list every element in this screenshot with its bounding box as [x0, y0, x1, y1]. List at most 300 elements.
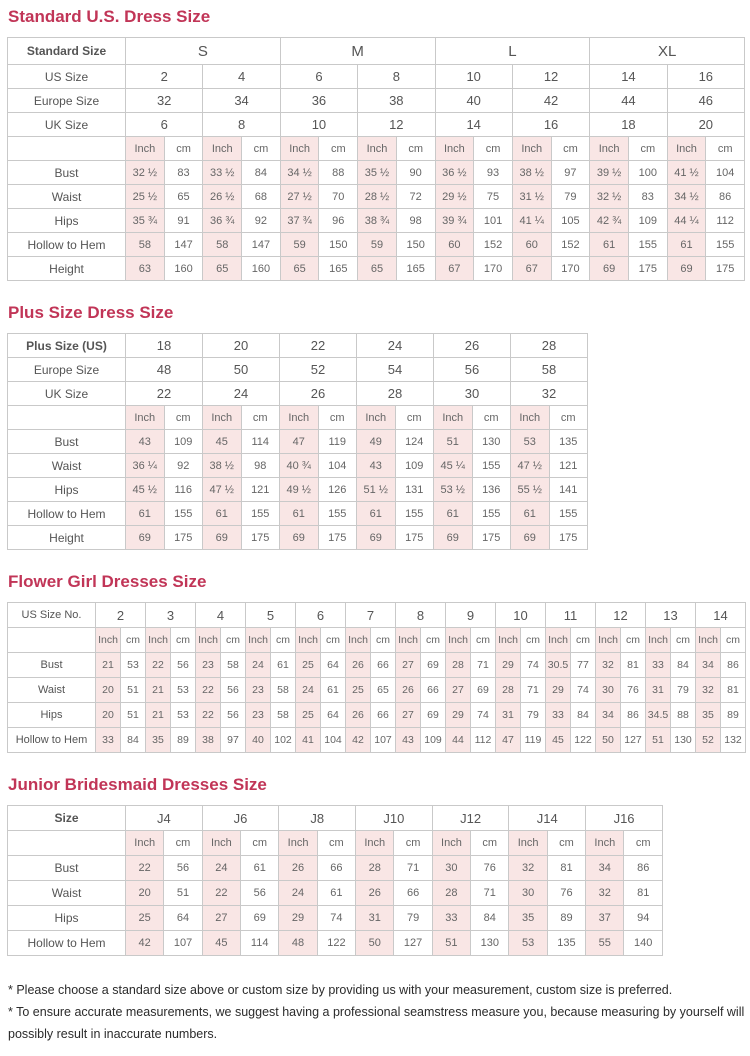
unit-inch-cell: Inch: [296, 628, 321, 653]
inch-value-cell: 28: [446, 653, 471, 678]
unit-inch-cell: Inch: [667, 137, 706, 161]
size-header-cell: 50: [203, 358, 280, 382]
size-header-cell: 13: [646, 603, 696, 628]
unit-cm-cell: cm: [317, 831, 355, 856]
inch-value-cell: 27: [396, 653, 421, 678]
row-label: Hollow to Hem: [8, 502, 126, 526]
unit-cm-cell: cm: [164, 137, 203, 161]
size-header-cell: J8: [279, 806, 356, 831]
cm-value-cell: 65: [371, 678, 396, 703]
measurement-row: [8, 881, 663, 906]
inch-value-cell: 69: [280, 526, 319, 550]
table-header-row: [8, 89, 745, 113]
unit-inch-cell: Inch: [356, 831, 394, 856]
row-label: Bust: [8, 161, 126, 185]
unit-cm-cell: cm: [621, 628, 646, 653]
unit-cm-cell: cm: [241, 406, 280, 430]
inch-value-cell: 53: [511, 430, 550, 454]
inch-value-cell: 69: [667, 257, 706, 281]
row-label: Hips: [8, 703, 96, 728]
unit-inch-cell: Inch: [596, 628, 621, 653]
cm-value-cell: 104: [321, 728, 346, 753]
cm-value-cell: 107: [164, 931, 202, 956]
inch-value-cell: 35: [696, 703, 721, 728]
size-header-cell: 56: [434, 358, 511, 382]
inch-value-cell: 26: [279, 856, 317, 881]
unit-cm-cell: cm: [395, 406, 434, 430]
inch-value-cell: 26: [396, 678, 421, 703]
unit-cm-cell: cm: [319, 137, 358, 161]
size-header-cell: 4: [203, 65, 280, 89]
size-header-cell: S: [126, 38, 281, 65]
inch-value-cell: 31: [356, 906, 394, 931]
cm-value-cell: 126: [318, 478, 357, 502]
inch-value-cell: 45: [546, 728, 571, 753]
cm-value-cell: 69: [421, 653, 446, 678]
inch-value-cell: 51 ½: [357, 478, 396, 502]
inch-value-cell: 53 ½: [434, 478, 473, 502]
row-label-empty: [8, 406, 126, 430]
size-header-cell: J10: [356, 806, 433, 831]
row-label: US Size No.: [8, 603, 96, 628]
cm-value-cell: 112: [471, 728, 496, 753]
unit-header-row: [8, 831, 663, 856]
unit-inch-cell: Inch: [396, 628, 421, 653]
cm-value-cell: 66: [421, 678, 446, 703]
cm-value-cell: 165: [396, 257, 435, 281]
unit-cm-cell: cm: [394, 831, 432, 856]
measurement-row: [8, 856, 663, 881]
inch-value-cell: 41 ½: [667, 161, 706, 185]
unit-header-row: [8, 628, 746, 653]
row-label: Plus Size (US): [8, 334, 126, 358]
cm-value-cell: 175: [706, 257, 745, 281]
size-header-cell: 9: [446, 603, 496, 628]
unit-cm-cell: cm: [472, 406, 511, 430]
inch-value-cell: 33: [546, 703, 571, 728]
measurement-row: [8, 728, 746, 753]
cm-value-cell: 91: [164, 209, 203, 233]
inch-value-cell: 58: [203, 233, 242, 257]
unit-cm-cell: cm: [471, 628, 496, 653]
size-header-cell: 12: [596, 603, 646, 628]
row-label: Waist: [8, 881, 126, 906]
size-header-cell: 48: [126, 358, 203, 382]
cm-value-cell: 175: [318, 526, 357, 550]
inch-value-cell: 45 ¼: [434, 454, 473, 478]
size-header-cell: 20: [203, 334, 280, 358]
inch-value-cell: 30.5: [546, 653, 571, 678]
cm-value-cell: 155: [706, 233, 745, 257]
row-label: Hollow to Hem: [8, 233, 126, 257]
size-header-cell: 7: [346, 603, 396, 628]
cm-value-cell: 83: [628, 185, 667, 209]
cm-value-cell: 86: [721, 653, 746, 678]
cm-value-cell: 64: [164, 906, 202, 931]
cm-value-cell: 56: [171, 653, 196, 678]
measurement-row: [8, 703, 746, 728]
unit-inch-cell: Inch: [358, 137, 397, 161]
inch-value-cell: 65: [280, 257, 319, 281]
unit-cm-cell: cm: [121, 628, 146, 653]
inch-value-cell: 33: [432, 906, 470, 931]
footnotes: [8, 980, 750, 1046]
unit-inch-cell: Inch: [146, 628, 171, 653]
inch-value-cell: 32: [596, 653, 621, 678]
row-label: Waist: [8, 678, 96, 703]
cm-value-cell: 114: [241, 931, 279, 956]
row-label: US Size: [8, 65, 126, 89]
unit-inch-cell: Inch: [432, 831, 470, 856]
inch-value-cell: 38: [196, 728, 221, 753]
inch-value-cell: 35: [509, 906, 547, 931]
row-label: Hollow to Hem: [8, 931, 126, 956]
unit-inch-cell: Inch: [202, 831, 240, 856]
unit-inch-cell: Inch: [126, 831, 164, 856]
size-header-cell: 32: [511, 382, 588, 406]
inch-value-cell: 34: [596, 703, 621, 728]
inch-value-cell: 43: [126, 430, 165, 454]
cm-value-cell: 84: [242, 161, 281, 185]
cm-value-cell: 109: [395, 454, 434, 478]
size-header-cell: 10: [496, 603, 546, 628]
inch-value-cell: 55 ½: [511, 478, 550, 502]
size-header-cell: 14: [435, 113, 512, 137]
size-header-cell: 5: [246, 603, 296, 628]
unit-cm-cell: cm: [549, 406, 588, 430]
unit-cm-cell: cm: [371, 628, 396, 653]
inch-value-cell: 36 ½: [435, 161, 474, 185]
inch-value-cell: 28: [432, 881, 470, 906]
inch-value-cell: 48: [279, 931, 317, 956]
cm-value-cell: 152: [551, 233, 590, 257]
cm-value-cell: 74: [571, 678, 596, 703]
measurement-row: [8, 502, 588, 526]
cm-value-cell: 101: [474, 209, 513, 233]
inch-value-cell: 49 ½: [280, 478, 319, 502]
inch-value-cell: 26: [356, 881, 394, 906]
row-label: Height: [8, 526, 126, 550]
inch-value-cell: 50: [596, 728, 621, 753]
unit-cm-cell: cm: [271, 628, 296, 653]
inch-value-cell: 20: [126, 881, 164, 906]
unit-inch-cell: Inch: [126, 406, 165, 430]
cm-value-cell: 66: [394, 881, 432, 906]
size-header-cell: 20: [667, 113, 744, 137]
cm-value-cell: 150: [396, 233, 435, 257]
inch-value-cell: 24: [246, 653, 271, 678]
inch-value-cell: 59: [358, 233, 397, 257]
cm-value-cell: 175: [472, 526, 511, 550]
cm-value-cell: 150: [319, 233, 358, 257]
cm-value-cell: 56: [221, 703, 246, 728]
cm-value-cell: 81: [621, 653, 646, 678]
inch-value-cell: 47: [280, 430, 319, 454]
row-label: Bust: [8, 430, 126, 454]
inch-value-cell: 53: [509, 931, 547, 956]
row-label: Europe Size: [8, 89, 126, 113]
unit-cm-cell: cm: [242, 137, 281, 161]
size-header-cell: 16: [512, 113, 589, 137]
cm-value-cell: 51: [164, 881, 202, 906]
size-header-cell: 14: [590, 65, 667, 89]
size-header-cell: 34: [203, 89, 280, 113]
inch-value-cell: 55: [586, 931, 624, 956]
cm-value-cell: 155: [241, 502, 280, 526]
section-standard-size: [7, 7, 746, 281]
inch-value-cell: 34: [696, 653, 721, 678]
inch-value-cell: 61: [667, 233, 706, 257]
inch-value-cell: 61: [280, 502, 319, 526]
inch-value-cell: 33: [646, 653, 671, 678]
inch-value-cell: 42: [346, 728, 371, 753]
inch-value-cell: 24: [279, 881, 317, 906]
cm-value-cell: 122: [571, 728, 596, 753]
cm-value-cell: 170: [551, 257, 590, 281]
inch-value-cell: 32: [509, 856, 547, 881]
cm-value-cell: 121: [549, 454, 588, 478]
unit-cm-cell: cm: [164, 831, 202, 856]
cm-value-cell: 71: [471, 881, 509, 906]
row-label: Hollow to Hem: [8, 728, 96, 753]
cm-value-cell: 92: [242, 209, 281, 233]
inch-value-cell: 36 ¼: [126, 454, 165, 478]
inch-value-cell: 50: [356, 931, 394, 956]
cm-value-cell: 160: [164, 257, 203, 281]
unit-inch-cell: Inch: [512, 137, 551, 161]
footnote-custom-size: * Please choose a standard size above or custom size by providing us with your measurement, custom size is preferred.: [8, 983, 673, 997]
inch-value-cell: 61: [434, 502, 473, 526]
inch-value-cell: 22: [146, 653, 171, 678]
cm-value-cell: 155: [472, 502, 511, 526]
cm-value-cell: 65: [164, 185, 203, 209]
unit-cm-cell: cm: [171, 628, 196, 653]
size-header-cell: 2: [96, 603, 146, 628]
cm-value-cell: 122: [317, 931, 355, 956]
inch-value-cell: 25: [346, 678, 371, 703]
measurement-row: [8, 653, 746, 678]
footnote-seamstress: * To ensure accurate measurements, we suggest having a professional seamstress measure you, because measuring by yourself will possibly result in inaccurate numbers.: [8, 1004, 745, 1041]
cm-value-cell: 53: [121, 653, 146, 678]
inch-value-cell: 23: [246, 678, 271, 703]
inch-value-cell: 65: [358, 257, 397, 281]
cm-value-cell: 51: [121, 678, 146, 703]
row-label: Height: [8, 257, 126, 281]
cm-value-cell: 71: [471, 653, 496, 678]
inch-value-cell: 28 ½: [358, 185, 397, 209]
size-header-cell: 26: [280, 382, 357, 406]
table-header-row: [8, 334, 588, 358]
size-header-cell: 10: [280, 113, 357, 137]
section-title-plus: Plus Size Dress Size: [8, 303, 174, 322]
size-header-cell: 18: [590, 113, 667, 137]
cm-value-cell: 107: [371, 728, 396, 753]
inch-value-cell: 23: [246, 703, 271, 728]
inch-value-cell: 21: [96, 653, 121, 678]
inch-value-cell: 25: [296, 653, 321, 678]
inch-value-cell: 22: [202, 881, 240, 906]
size-header-cell: 36: [280, 89, 357, 113]
cm-value-cell: 109: [164, 430, 203, 454]
size-header-cell: 24: [203, 382, 280, 406]
cm-value-cell: 155: [164, 502, 203, 526]
inch-value-cell: 34.5: [646, 703, 671, 728]
unit-cm-cell: cm: [571, 628, 596, 653]
inch-value-cell: 44 ¼: [667, 209, 706, 233]
size-header-cell: 24: [357, 334, 434, 358]
unit-inch-cell: Inch: [446, 628, 471, 653]
cm-value-cell: 76: [471, 856, 509, 881]
unit-cm-cell: cm: [551, 137, 590, 161]
size-header-cell: 16: [667, 65, 744, 89]
inch-value-cell: 25: [126, 906, 164, 931]
cm-value-cell: 81: [547, 856, 585, 881]
inch-value-cell: 35 ½: [358, 161, 397, 185]
size-header-cell: J16: [586, 806, 663, 831]
row-label: UK Size: [8, 113, 126, 137]
inch-value-cell: 34 ½: [280, 161, 319, 185]
row-label: Bust: [8, 856, 126, 881]
inch-value-cell: 40 ¾: [280, 454, 319, 478]
cm-value-cell: 61: [317, 881, 355, 906]
row-label-empty: [8, 628, 96, 653]
cm-value-cell: 140: [624, 931, 663, 956]
cm-value-cell: 100: [628, 161, 667, 185]
inch-value-cell: 29: [546, 678, 571, 703]
section-junior-bridesmaid: [7, 775, 746, 956]
cm-value-cell: 147: [164, 233, 203, 257]
measurement-row: [8, 233, 745, 257]
section-flower-girl: [7, 572, 746, 753]
size-header-cell: 14: [696, 603, 746, 628]
inch-value-cell: 51: [432, 931, 470, 956]
cm-value-cell: 160: [242, 257, 281, 281]
measurement-row: [8, 257, 745, 281]
cm-value-cell: 96: [319, 209, 358, 233]
inch-value-cell: 69: [203, 526, 242, 550]
inch-value-cell: 51: [646, 728, 671, 753]
cm-value-cell: 93: [474, 161, 513, 185]
inch-value-cell: 37: [586, 906, 624, 931]
cm-value-cell: 66: [371, 703, 396, 728]
cm-value-cell: 84: [471, 906, 509, 931]
unit-inch-cell: Inch: [586, 831, 624, 856]
cm-value-cell: 70: [319, 185, 358, 209]
inch-value-cell: 45: [203, 430, 242, 454]
measurement-row: [8, 161, 745, 185]
inch-value-cell: 29: [279, 906, 317, 931]
inch-value-cell: 61: [357, 502, 396, 526]
cm-value-cell: 175: [628, 257, 667, 281]
size-header-cell: 22: [280, 334, 357, 358]
inch-value-cell: 61: [126, 502, 165, 526]
measurement-row: [8, 931, 663, 956]
inch-value-cell: 31: [646, 678, 671, 703]
unit-cm-cell: cm: [671, 628, 696, 653]
cm-value-cell: 56: [221, 678, 246, 703]
cm-value-cell: 84: [121, 728, 146, 753]
size-header-cell: 26: [434, 334, 511, 358]
cm-value-cell: 105: [551, 209, 590, 233]
row-label: Waist: [8, 185, 126, 209]
size-header-cell: J4: [126, 806, 203, 831]
cm-value-cell: 81: [624, 881, 663, 906]
size-header-cell: 6: [296, 603, 346, 628]
cm-value-cell: 76: [621, 678, 646, 703]
cm-value-cell: 131: [395, 478, 434, 502]
inch-value-cell: 45: [202, 931, 240, 956]
inch-value-cell: 47 ½: [203, 478, 242, 502]
unit-inch-cell: Inch: [590, 137, 629, 161]
inch-value-cell: 69: [434, 526, 473, 550]
cm-value-cell: 155: [318, 502, 357, 526]
cm-value-cell: 175: [241, 526, 280, 550]
cm-value-cell: 130: [472, 430, 511, 454]
cm-value-cell: 68: [242, 185, 281, 209]
cm-value-cell: 74: [471, 703, 496, 728]
unit-cm-cell: cm: [396, 137, 435, 161]
row-label: Europe Size: [8, 358, 126, 382]
unit-cm-cell: cm: [628, 137, 667, 161]
inch-value-cell: 29: [446, 703, 471, 728]
size-header-cell: 6: [280, 65, 357, 89]
cm-value-cell: 61: [271, 653, 296, 678]
inch-value-cell: 69: [511, 526, 550, 550]
cm-value-cell: 170: [474, 257, 513, 281]
standard-size-table: [7, 37, 745, 281]
row-label: Hips: [8, 209, 126, 233]
size-header-cell: 28: [511, 334, 588, 358]
cm-value-cell: 79: [521, 703, 546, 728]
cm-value-cell: 165: [319, 257, 358, 281]
cm-value-cell: 97: [551, 161, 590, 185]
inch-value-cell: 34: [586, 856, 624, 881]
inch-value-cell: 65: [203, 257, 242, 281]
size-header-cell: 42: [512, 89, 589, 113]
table-header-row: [8, 358, 588, 382]
cm-value-cell: 114: [241, 430, 280, 454]
inch-value-cell: 42: [126, 931, 164, 956]
unit-cm-cell: cm: [221, 628, 246, 653]
cm-value-cell: 79: [394, 906, 432, 931]
inch-value-cell: 63: [126, 257, 165, 281]
cm-value-cell: 89: [171, 728, 196, 753]
cm-value-cell: 104: [706, 161, 745, 185]
inch-value-cell: 23: [196, 653, 221, 678]
inch-value-cell: 34 ½: [667, 185, 706, 209]
inch-value-cell: 21: [146, 703, 171, 728]
unit-inch-cell: Inch: [511, 406, 550, 430]
row-label: UK Size: [8, 382, 126, 406]
table-header-row: [8, 603, 746, 628]
cm-value-cell: 112: [706, 209, 745, 233]
inch-value-cell: 38 ½: [203, 454, 242, 478]
size-header-cell: L: [435, 38, 590, 65]
row-label-empty: [8, 137, 126, 161]
flower-girl-size-table: [7, 602, 746, 753]
row-label: Standard Size: [8, 38, 126, 65]
row-label: Waist: [8, 454, 126, 478]
size-header-cell: 44: [590, 89, 667, 113]
inch-value-cell: 27: [446, 678, 471, 703]
inch-value-cell: 30: [596, 678, 621, 703]
cm-value-cell: 152: [474, 233, 513, 257]
inch-value-cell: 69: [357, 526, 396, 550]
cm-value-cell: 92: [164, 454, 203, 478]
cm-value-cell: 64: [321, 653, 346, 678]
size-header-cell: 38: [358, 89, 435, 113]
inch-value-cell: 35: [146, 728, 171, 753]
